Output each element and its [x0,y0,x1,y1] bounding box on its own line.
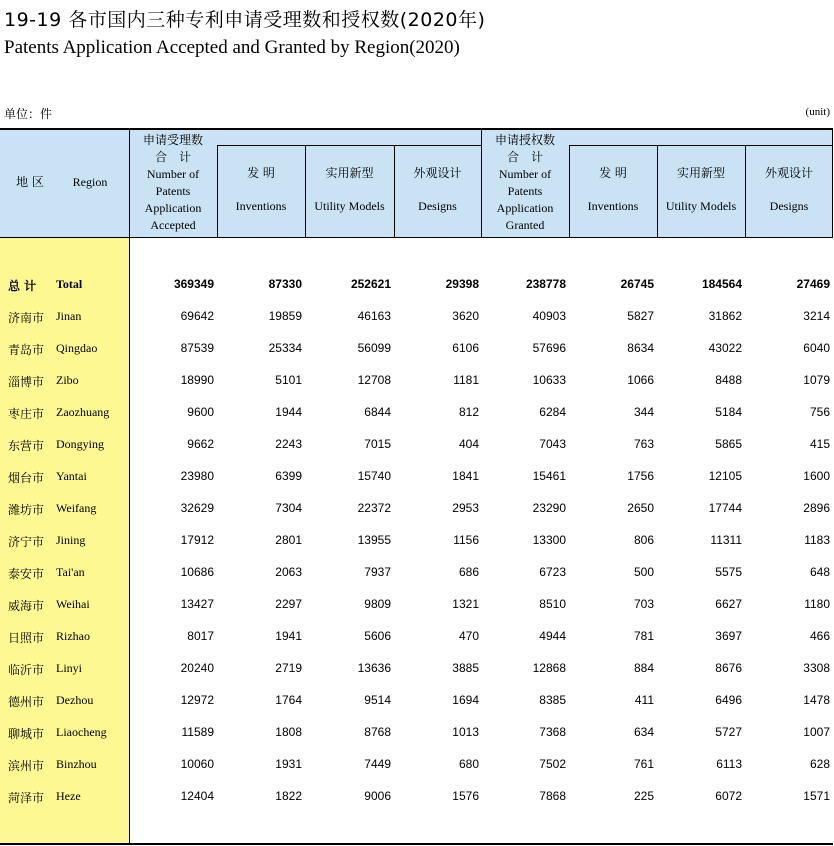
page-title-cn: 19-19 各市国内三种专利申请受理数和授权数(2020年) [4,9,486,31]
table-cell: 25334 [268,341,302,355]
header-divider [745,145,746,238]
table-cell: 2063 [275,565,302,579]
table-cell: 466 [809,629,830,643]
table-cell: 22372 [357,501,391,515]
table-cell: 1571 [803,789,830,803]
accepted-inventions-header: 发 明 Inventions [235,166,287,213]
table-cell: 2297 [275,597,302,611]
table-cell: 17744 [708,501,742,515]
table-cell: 3697 [715,629,742,643]
table-cell: 7015 [364,437,391,451]
table-cell: 6844 [364,405,391,419]
region-name-cn: 泰安市 [8,567,45,581]
header-divider [394,145,395,238]
table-cell: 1756 [627,469,654,483]
table-cell: 23980 [180,469,214,483]
table-cell: 8768 [364,725,391,739]
accepted-group-header: 申请受理数 合 计 Number of Patents Application Accepted [142,133,203,232]
table-row [0,717,833,749]
table-cell: 29398 [445,277,479,291]
table-cell: 1013 [452,725,479,739]
table-cell: 252621 [350,277,391,291]
region-name-en: Weihai [56,597,90,611]
unit-label-en: (unit) [805,106,830,118]
table-cell: 184564 [701,277,742,291]
header-divider [657,145,658,238]
table-cell: 6106 [452,341,479,355]
table-cell: 20240 [180,661,214,675]
table-cell: 6723 [539,565,566,579]
accepted-designs-header: 外观设计 Designs [413,166,462,213]
table-cell: 686 [458,565,479,579]
header-divider [832,128,833,238]
table-cell: 5101 [275,373,302,387]
table-cell: 23290 [532,501,566,515]
table-cell: 6627 [715,597,742,611]
table-cell: 225 [633,789,654,803]
table-cell: 5575 [715,565,742,579]
table-cell: 9600 [187,405,214,419]
table-cell: 12868 [532,661,566,675]
table-cell: 40903 [532,309,566,323]
table-cell: 8634 [627,341,654,355]
table-row [0,621,833,653]
table-cell: 1694 [452,693,479,707]
granted-inventions-header: 发 明 Inventions [587,166,639,213]
table-cell: 1764 [275,693,302,707]
table-cell: 5865 [715,437,742,451]
table-cell: 4944 [539,629,566,643]
header-divider [481,128,482,238]
table-cell: 13300 [532,533,566,547]
region-name-en: Zaozhuang [56,405,110,419]
table-cell: 2243 [275,437,302,451]
accepted-utility-header: 实用新型 Utility Models [314,166,385,213]
table-cell: 3214 [803,309,830,323]
table-cell: 5727 [715,725,742,739]
table-cell: 1156 [453,533,479,547]
table-cell: 2719 [275,661,302,675]
header-divider [569,145,570,238]
table-cell: 2650 [627,501,654,515]
table-cell: 18990 [180,373,214,387]
table-cell: 26745 [620,277,654,291]
table-cell: 43022 [708,341,742,355]
unit-label-cn: 单位：件 [4,107,53,121]
table-cell: 12404 [180,789,214,803]
table-cell: 5606 [364,629,391,643]
region-name-en: Rizhao [56,629,90,643]
region-name-cn: 威海市 [8,599,45,613]
table-cell: 8385 [539,693,566,707]
table-cell: 8017 [187,629,214,643]
table-cell: 1321 [452,597,479,611]
table-cell: 56099 [357,341,391,355]
table-cell: 9006 [364,789,391,803]
table-cell: 344 [633,405,654,419]
table-cell: 6496 [715,693,742,707]
table-cell: 703 [633,597,654,611]
table-cell: 31862 [708,309,742,323]
table-cell: 5184 [715,405,742,419]
region-name-en: Dezhou [56,693,94,707]
region-name-cn: 滨州市 [8,759,45,773]
table-cell: 15461 [532,469,566,483]
region-name-en: Linyi [56,661,82,675]
table-row [0,493,833,525]
table-cell: 1941 [275,629,302,643]
table-cell: 1478 [803,693,830,707]
accepted-subheader-rule [217,145,481,146]
table-cell: 6072 [715,789,742,803]
table-cell: 6399 [275,469,302,483]
table-cell: 806 [633,533,654,547]
region-name-cn: 总 计 [8,279,37,293]
table-cell: 15740 [357,469,391,483]
region-name-en: Liaocheng [56,725,107,739]
table-cell: 7449 [364,757,391,771]
table-cell: 2801 [275,533,302,547]
table-cell: 9514 [364,693,391,707]
region-name-cn: 东营市 [8,439,45,453]
table-cell: 1576 [452,789,479,803]
table-row [0,397,833,429]
table-cell: 411 [634,693,654,707]
table-cell: 46163 [357,309,391,323]
table-cell: 1079 [803,373,830,387]
table-cell: 369349 [173,277,214,291]
table-cell: 884 [633,661,654,675]
region-name-en: Jinan [56,309,82,323]
table-cell: 1808 [275,725,302,739]
region-name-en: Binzhou [56,757,97,771]
region-name-en: Zibo [56,373,79,387]
table-cell: 470 [458,629,479,643]
table-row [0,557,833,589]
table-cell: 13427 [180,597,214,611]
table-cell: 32629 [180,501,214,515]
table-cell: 3620 [452,309,479,323]
table-cell: 8510 [539,597,566,611]
table-cell: 1180 [804,597,830,611]
table-cell: 3885 [452,661,479,675]
header-divider [305,145,306,238]
table-row [0,333,833,365]
table-cell: 6284 [539,405,566,419]
region-name-cn: 日照市 [8,631,45,645]
table-row [0,781,833,813]
table-cell: 1066 [627,373,654,387]
table-cell: 680 [458,757,479,771]
table-cell: 87539 [180,341,214,355]
table-cell: 10686 [180,565,214,579]
table-row [0,301,833,333]
table-cell: 7304 [275,501,302,515]
table-row [0,653,833,685]
table-row [0,461,833,493]
table-cell: 13636 [357,661,391,675]
table-cell: 7043 [539,437,566,451]
table-cell: 57696 [532,341,566,355]
region-name-en: Tai'an [56,565,85,579]
region-name-cn: 德州市 [8,695,45,709]
table-row [0,589,833,621]
table-cell: 628 [809,757,830,771]
table-cell: 1600 [803,469,830,483]
table-cell: 781 [633,629,654,643]
table-cell: 756 [809,405,830,419]
table-cell: 1931 [275,757,302,771]
region-name-cn: 临沂市 [8,663,45,677]
granted-utility-header: 实用新型 Utility Models [665,166,737,213]
table-row [0,749,833,781]
table-cell: 5827 [627,309,654,323]
granted-group-header: 申请授权数 合 计 Number of Patents Application Granted [494,133,555,232]
region-header-en: Region [72,175,108,189]
page-title-en: Patents Application Accepted and Granted by Region(2020) [4,37,460,58]
table-row [0,685,833,717]
granted-subheader-rule [569,145,833,146]
region-name-cn: 烟台市 [8,471,45,485]
table-cell: 1007 [803,725,830,739]
table-cell: 6040 [803,341,830,355]
table-cell: 2896 [803,501,830,515]
region-name-en: Total [56,277,83,291]
table-cell: 1841 [452,469,479,483]
region-name-cn: 枣庄市 [8,407,45,421]
region-name-en: Dongying [56,437,104,451]
region-name-en: Jining [56,533,86,547]
table-cell: 69642 [180,309,214,323]
table-cell: 6113 [716,757,742,771]
table-cell: 1181 [453,373,479,387]
table-cell: 634 [633,725,654,739]
table-cell: 7937 [364,565,391,579]
table-cell: 8676 [715,661,742,675]
table-cell: 2953 [452,501,479,515]
table-cell: 27469 [796,277,830,291]
table-cell: 415 [809,437,830,451]
region-name-cn: 济南市 [8,311,45,325]
table-cell: 1183 [804,533,830,547]
table-cell: 7368 [539,725,566,739]
region-name-cn: 青岛市 [8,343,45,357]
granted-designs-header: 外观设计 Designs [764,166,813,213]
table-cell: 7868 [539,789,566,803]
region-name-cn: 淄博市 [8,375,45,389]
table-cell: 7502 [539,757,566,771]
table-cell: 648 [809,565,830,579]
table-cell: 10060 [180,757,214,771]
table-top-rule [0,128,833,130]
region-name-en: Qingdao [56,341,98,355]
table-cell: 10633 [532,373,566,387]
table-cell: 19859 [268,309,302,323]
table-cell: 8488 [715,373,742,387]
header-divider [217,145,218,238]
table-cell: 12708 [357,373,391,387]
header-bottom-rule [0,237,833,238]
table-row [0,365,833,397]
table-cell: 12105 [708,469,742,483]
region-name-en: Yantai [56,469,87,483]
table-row [0,525,833,557]
table-bottom-rule [0,843,833,845]
table-cell: 11311 [710,533,742,547]
region-header-cn: 地 区 [16,175,44,189]
region-name-cn: 菏泽市 [8,791,45,805]
table-cell: 13955 [357,533,391,547]
region-name-cn: 济宁市 [8,535,45,549]
table-cell: 17912 [180,533,214,547]
table-cell: 9662 [187,437,214,451]
table-cell: 763 [633,437,654,451]
table-cell: 404 [458,437,479,451]
total-row [0,269,833,301]
region-name-en: Weifang [56,501,97,515]
table-cell: 1822 [275,789,302,803]
region-name-en: Heze [56,789,81,803]
table-row [0,429,833,461]
table-cell: 3308 [803,661,830,675]
region-name-cn: 聊城市 [8,727,45,741]
table-cell: 12972 [180,693,214,707]
table-cell: 1944 [275,405,302,419]
table-cell: 87330 [268,277,302,291]
table-cell: 9809 [364,597,391,611]
region-name-cn: 潍坊市 [8,503,45,517]
table-cell: 11589 [181,725,214,739]
table-cell: 500 [633,565,654,579]
table-cell: 761 [633,757,654,771]
table-cell: 812 [458,405,479,419]
patent-table [0,128,833,845]
table-cell: 238778 [525,277,566,291]
